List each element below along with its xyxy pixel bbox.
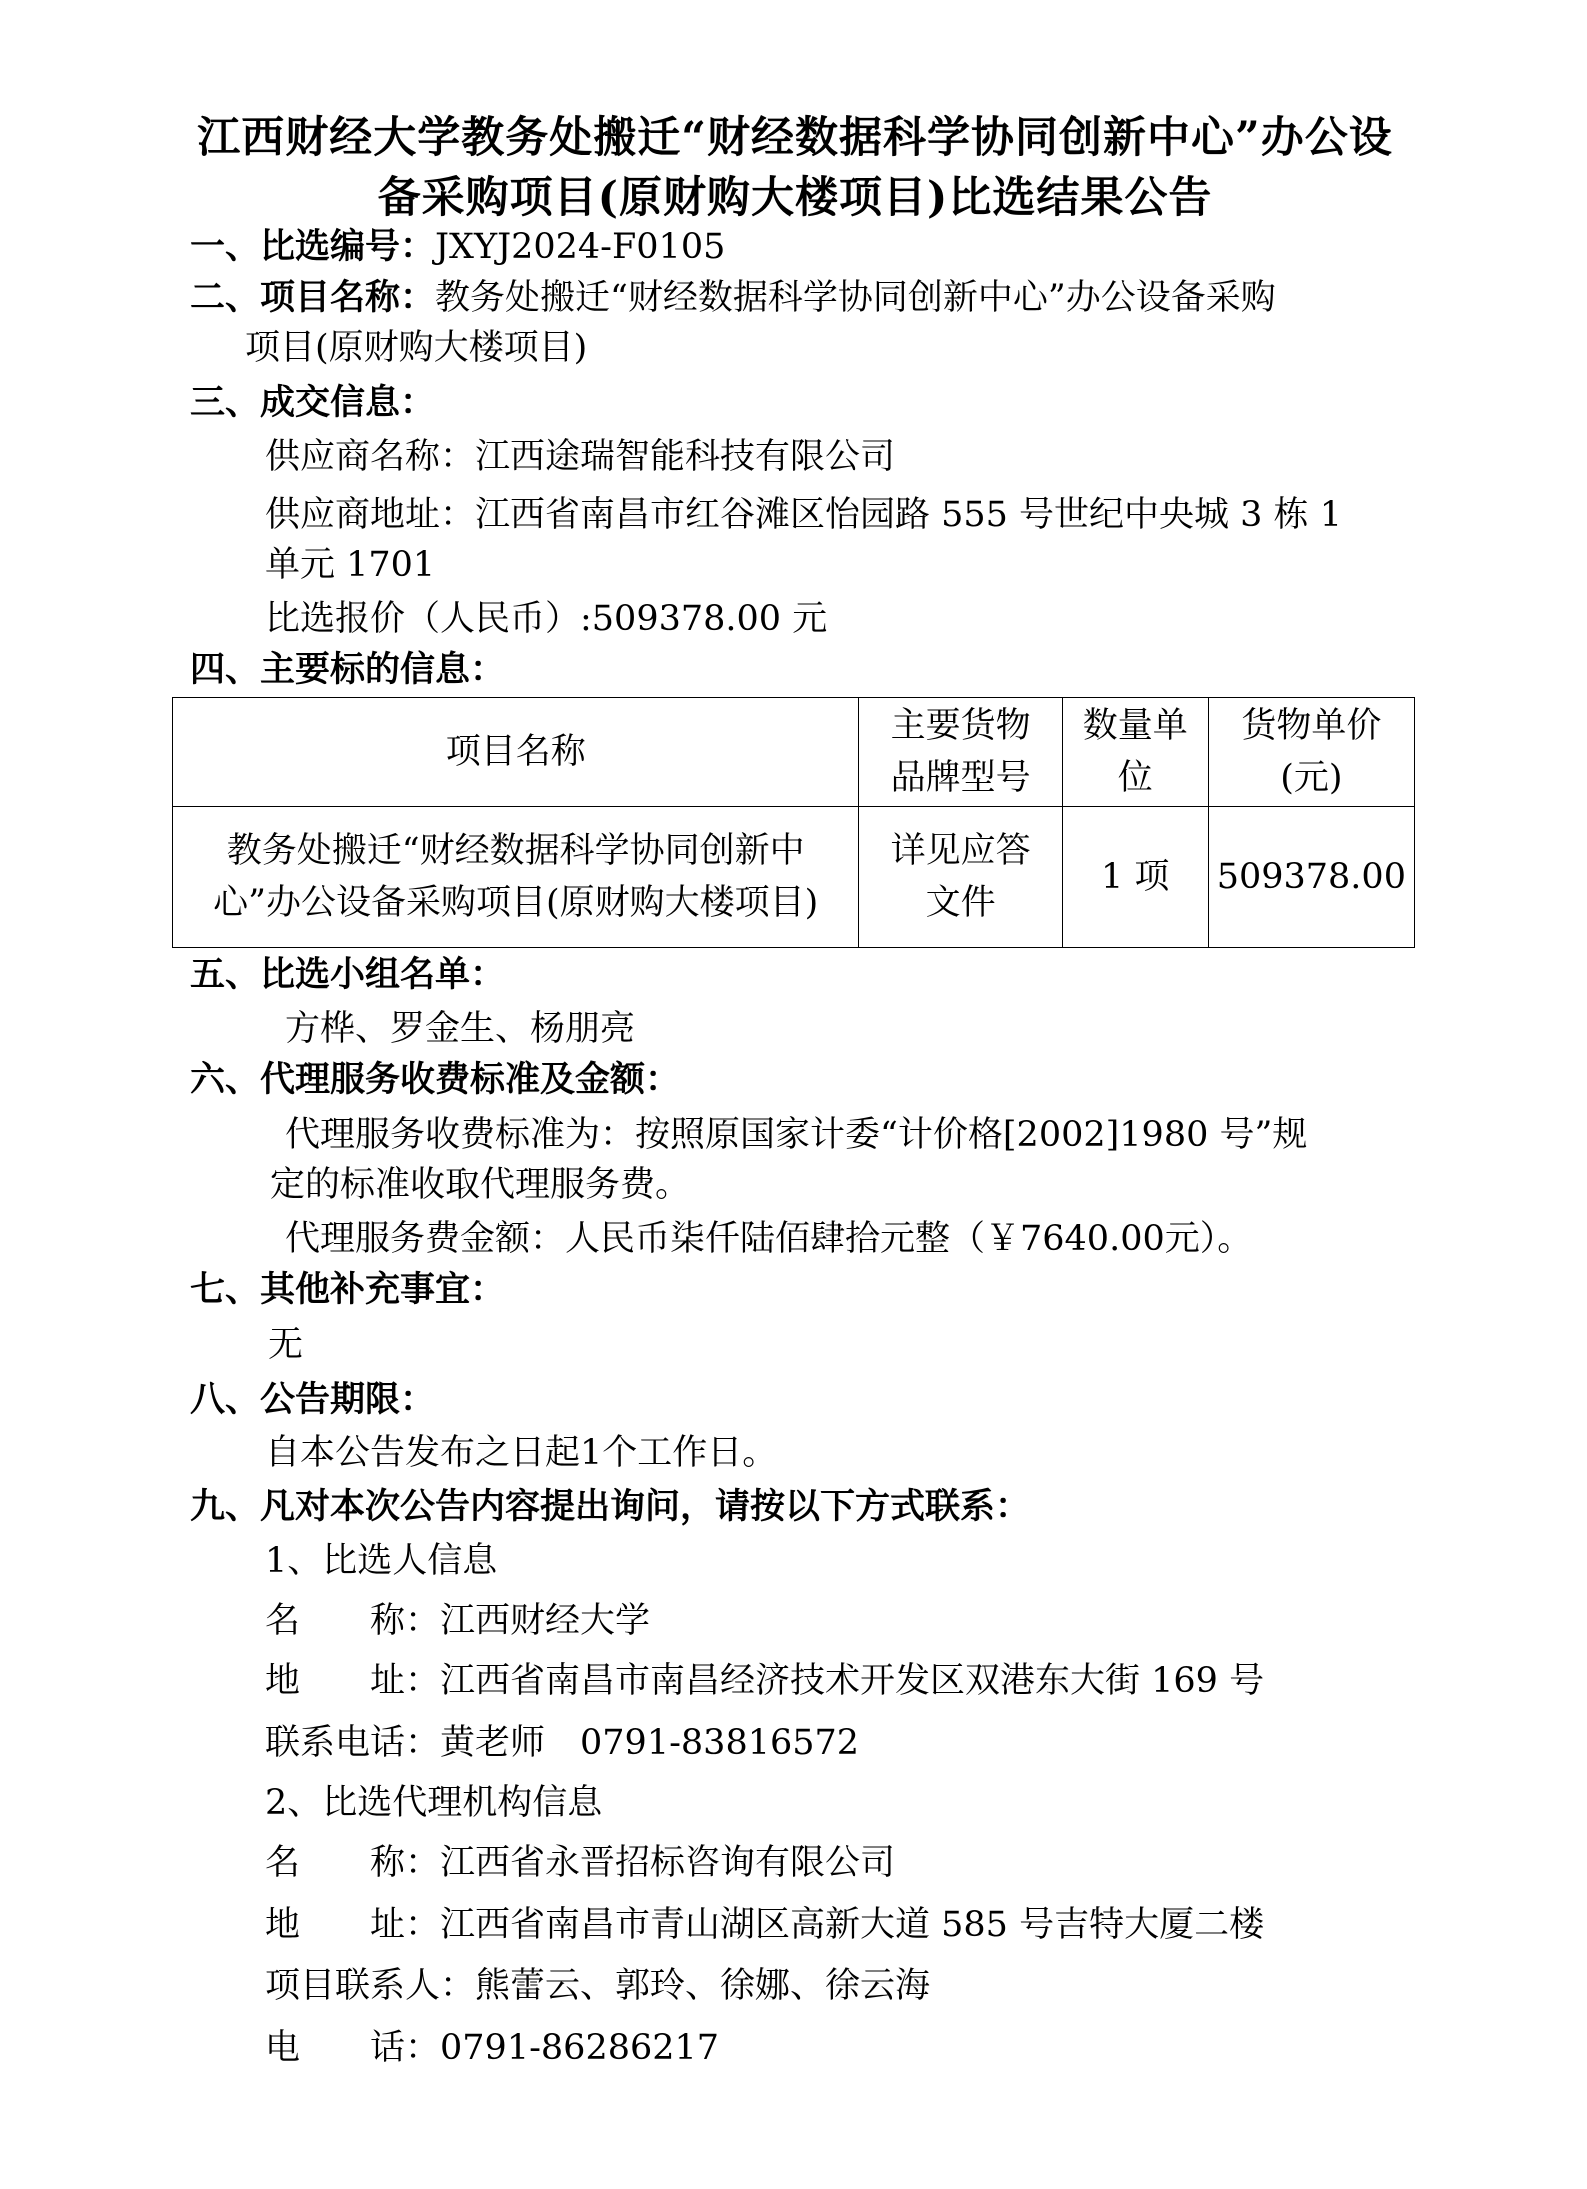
fee-standard-line-1: 代理服务收费标准为：按照原国家计委“计价格[2002]1980 号”规 — [285, 1115, 1308, 1155]
agency-contacts: 熊蕾云、郭玲、徐娜、徐云海 — [475, 1966, 931, 2006]
agency-address-row — [265, 1900, 1264, 1950]
bidder-address-row — [265, 1656, 1264, 1706]
supplier-address-line-2: 单元 1701 — [265, 545, 436, 585]
section-bid-number — [190, 222, 725, 272]
section-project-name — [190, 273, 1276, 323]
section-other-matters-label: 七、其他补充事宜： — [190, 1269, 506, 1310]
agency-info-heading: 2、比选代理机构信息 — [265, 1783, 603, 1823]
title-line-2: 备采购项目(原财购大楼项目)比选结果公告 — [377, 173, 1213, 223]
section-notice-period-label: 八、公告期限： — [190, 1379, 436, 1420]
header-quantity-unit — [1062, 698, 1208, 807]
section-bid-number-label: 一、比选编号： — [190, 226, 436, 267]
project-name-value-line-2: 项目(原财购大楼项目) — [245, 328, 588, 368]
header-brand-model-line-2: 品牌型号 — [890, 758, 1031, 798]
section-deal-info-label: 三、成交信息： — [190, 382, 436, 423]
section-agency-fee-label: 六、代理服务收费标准及金额： — [190, 1059, 681, 1100]
bidder-name: 江西财经大学 — [440, 1601, 651, 1641]
agency-phone-row — [265, 2023, 719, 2073]
section-panel-label: 五、比选小组名单： — [190, 954, 506, 995]
cell-unit-price: 509378.00 — [1208, 807, 1414, 948]
agency-name-row — [265, 1838, 895, 1888]
cell-project-name-line-1: 教务处搬迁“财经数据科学协同创新中 — [226, 831, 805, 871]
cell-brand-model-line-2: 文件 — [925, 883, 996, 923]
project-name-value-line-1: 教务处搬迁“财经数据科学协同创新中心”办公设备采购 — [435, 278, 1276, 318]
cell-brand-model-line-1: 详见应答 — [890, 831, 1031, 871]
header-unit-price-line-2: (元) — [1280, 758, 1343, 798]
bidder-phone-row — [265, 1718, 859, 1768]
agency-contacts-label: 项目联系人： — [265, 1966, 476, 2006]
header-unit-price-line-1: 货物单价 — [1241, 706, 1382, 746]
main-items-table — [172, 697, 1415, 948]
fee-standard-line-2: 定的标准收取代理服务费。 — [270, 1165, 691, 1205]
bidder-info-heading: 1、比选人信息 — [265, 1541, 498, 1581]
section-project-name-label: 二、项目名称： — [190, 277, 436, 318]
supplier-address-line-1: 供应商地址：江西省南昌市红谷滩区怡园路 555 号世纪中央城 3 栋 1 — [265, 495, 1342, 535]
bid-number-value: JXYJ2024-F0105 — [435, 227, 726, 267]
bidder-address-label: 地 址： — [265, 1661, 441, 1701]
title-line-1: 江西财经大学教务处搬迁“财经数据科学协同创新中心”办公设 — [197, 113, 1393, 163]
cell-project-name-line-2: 心”办公设备采购项目(原财购大楼项目) — [213, 883, 819, 923]
agency-contacts-row — [265, 1961, 930, 2011]
agency-address-label: 地 址： — [265, 1905, 441, 1945]
agency-name-label: 名 称： — [265, 1843, 441, 1883]
fee-amount: 代理服务费金额：人民币柒仟陆佰肆拾元整（￥7640.00元）。 — [285, 1219, 1253, 1259]
cell-quantity: 1 项 — [1062, 807, 1208, 948]
agency-phone-label: 电 话： — [265, 2028, 441, 2068]
bidder-address: 江西省南昌市南昌经济技术开发区双港东大街 169 号 — [440, 1661, 1265, 1701]
bidder-phone-label: 联系电话： — [265, 1723, 441, 1763]
cell-brand-model — [859, 807, 1062, 948]
document-title — [150, 108, 1440, 228]
header-brand-model-line-1: 主要货物 — [890, 706, 1031, 746]
agency-phone: 0791-86286217 — [440, 2028, 720, 2068]
table-header-row — [173, 698, 1415, 807]
header-project-name: 项目名称 — [173, 698, 859, 807]
section-main-items-label: 四、主要标的信息： — [190, 649, 506, 690]
other-matters-value: 无 — [268, 1325, 304, 1365]
section-contact-label: 九、凡对本次公告内容提出询问，请按以下方式联系： — [190, 1486, 1031, 1527]
bid-price: 比选报价（人民币）:509378.00 元 — [265, 599, 828, 639]
bidder-name-label: 名 称： — [265, 1601, 441, 1641]
panel-members: 方桦、罗金生、杨朋亮 — [285, 1009, 636, 1049]
bidder-phone: 黄老师 0791-83816572 — [440, 1723, 860, 1763]
header-unit-price — [1208, 698, 1414, 807]
supplier-name: 供应商名称：江西途瑞智能科技有限公司 — [265, 437, 896, 477]
cell-project-name — [173, 807, 859, 948]
notice-period-value: 自本公告发布之日起1个工作日。 — [265, 1433, 778, 1473]
agency-address: 江西省南昌市青山湖区高新大道 585 号吉特大厦二楼 — [440, 1905, 1265, 1945]
header-brand-model — [859, 698, 1062, 807]
header-quantity-unit-line-1: 数量单 — [1082, 706, 1188, 746]
agency-name: 江西省永晋招标咨询有限公司 — [440, 1843, 896, 1883]
table-row — [173, 807, 1415, 948]
bidder-name-row — [265, 1596, 650, 1646]
header-quantity-unit-line-2: 位 — [1117, 758, 1153, 798]
